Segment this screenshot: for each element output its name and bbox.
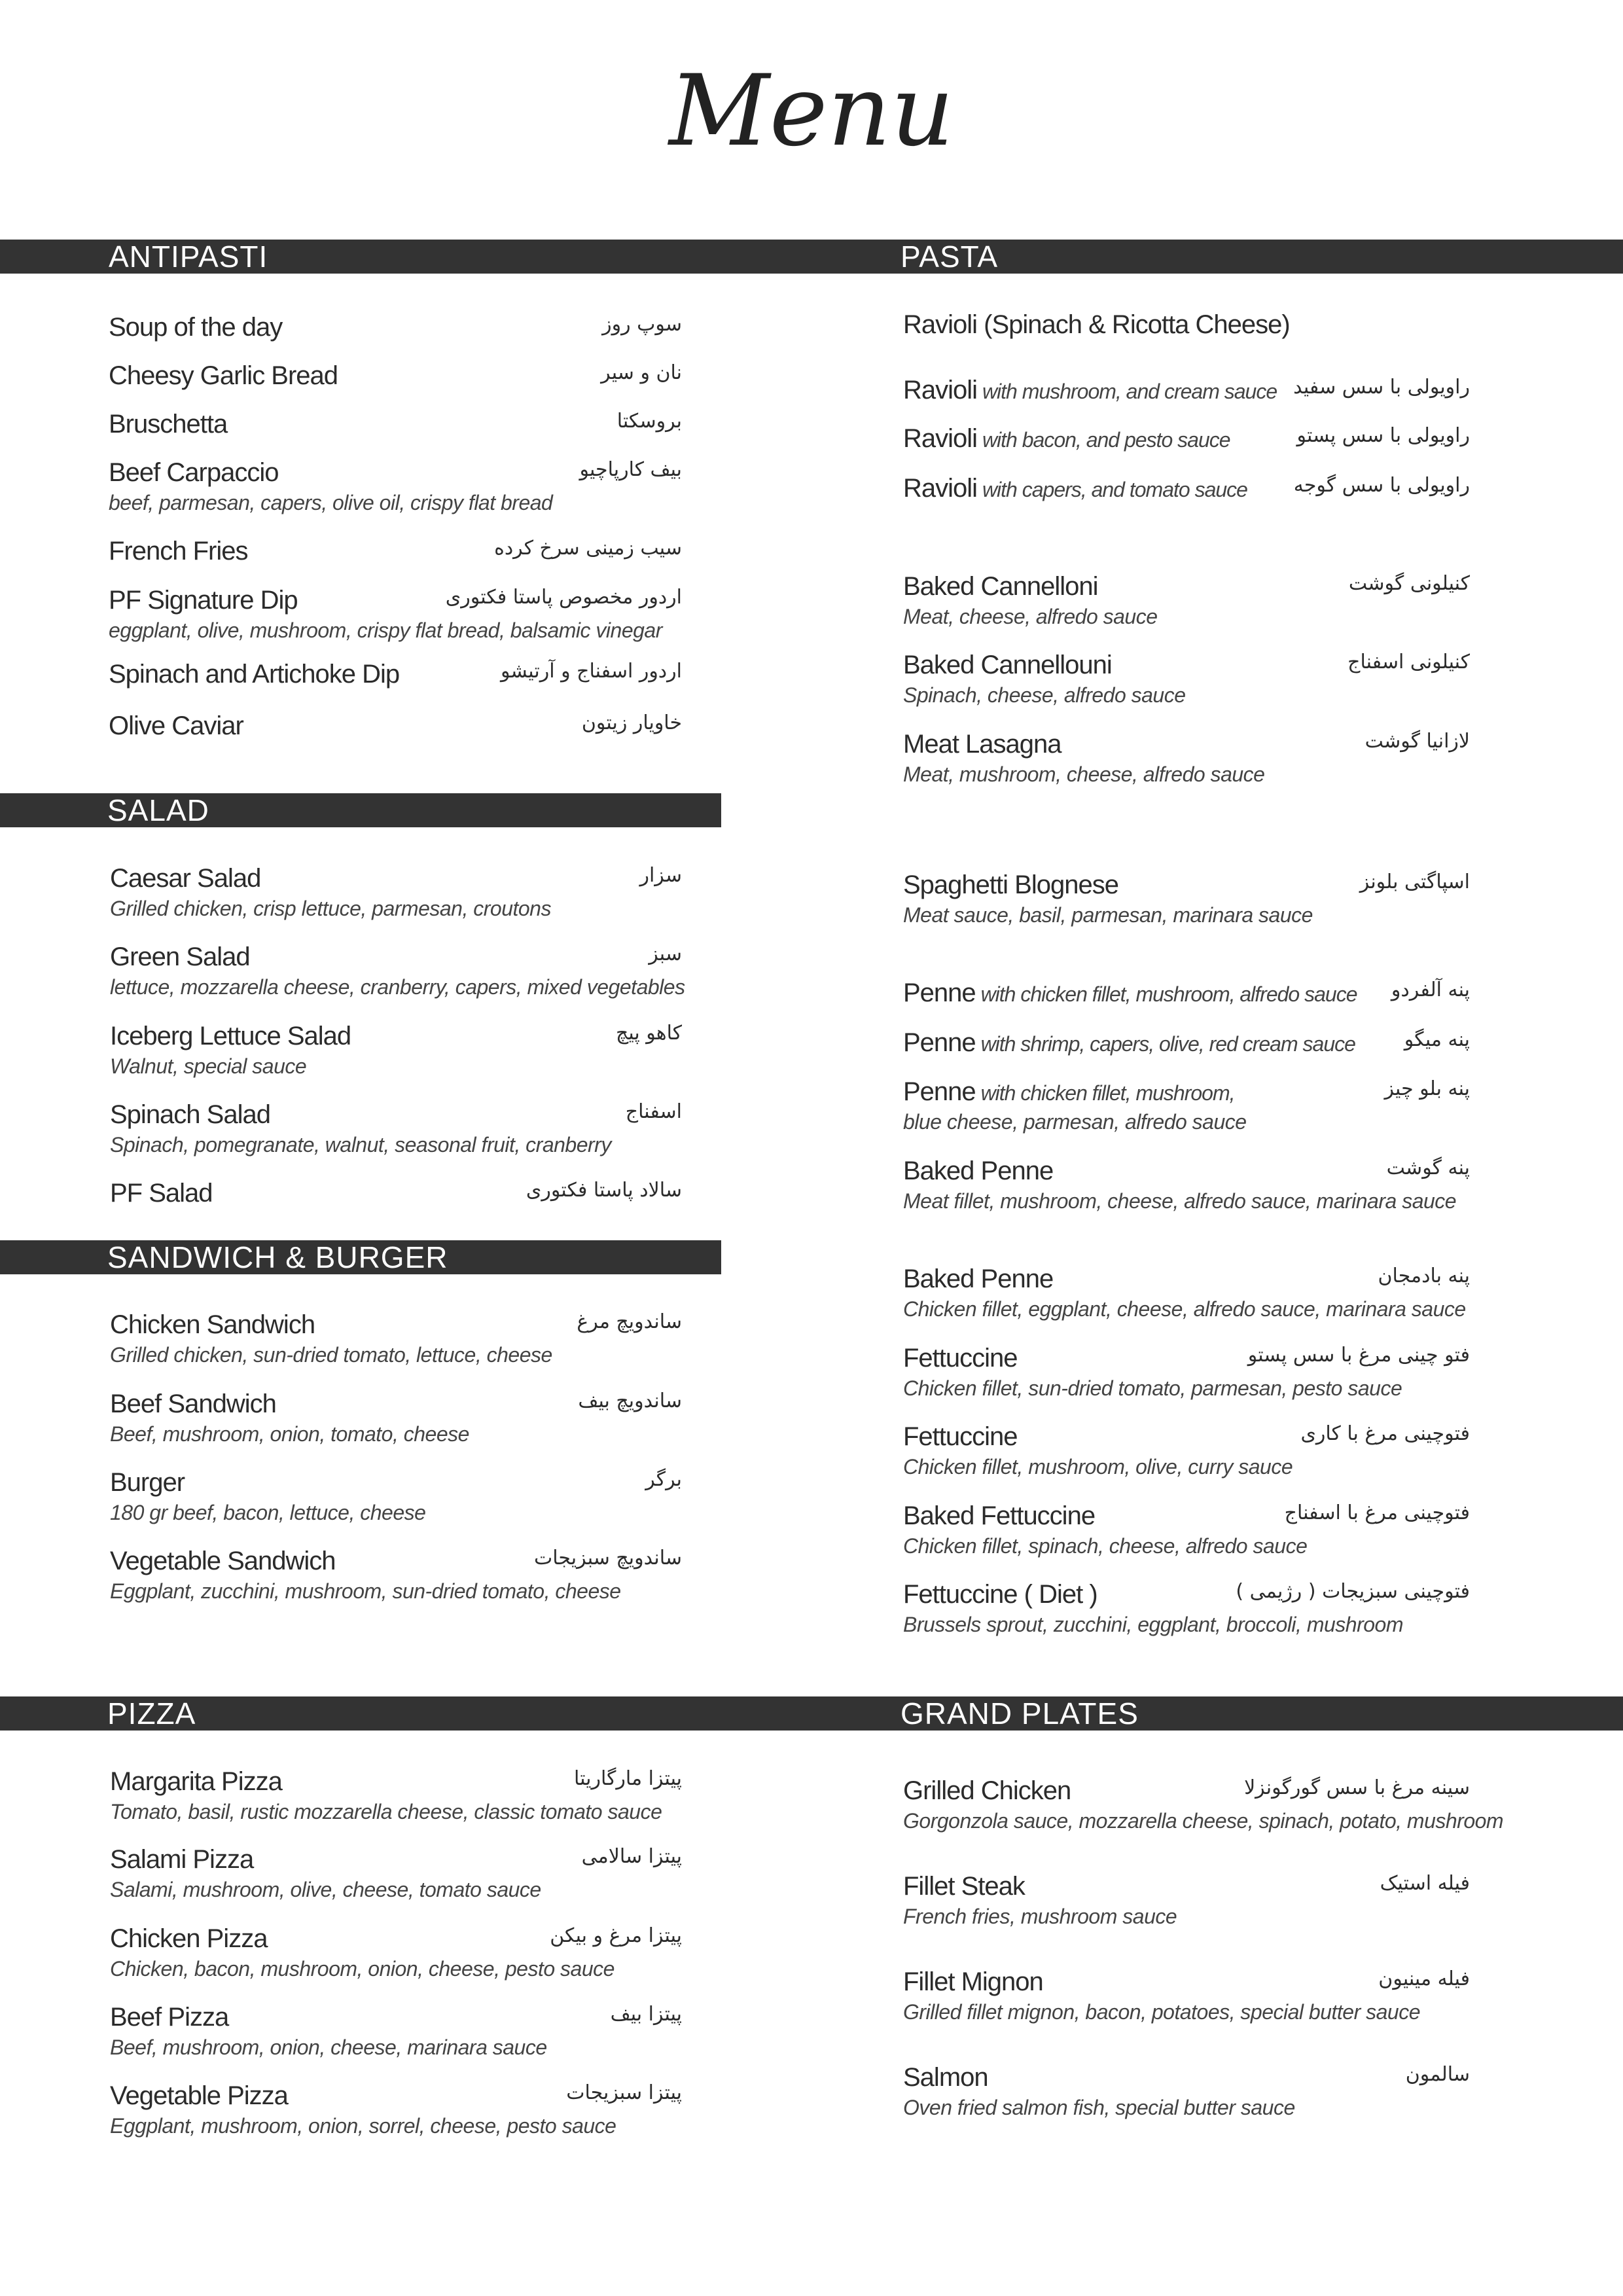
menu-item-description: Spinach, pomegranate, walnut, seasonal fruit, cranberry — [110, 1133, 611, 1157]
menu-item-persian-name: پیتزا سبزیجات — [566, 2081, 682, 2104]
menu-item-name — [109, 361, 338, 391]
menu-item-name-text: Soup of the day — [109, 313, 283, 342]
menu-item-persian-name: فتوچینی مرغ با کاری — [1300, 1422, 1470, 1445]
menu-item-persian-name: برگر — [645, 1468, 682, 1491]
menu-item-name — [109, 410, 227, 439]
menu-item-description: Beef, mushroom, onion, tomato, cheese — [110, 1422, 469, 1446]
menu-item-name-text: Salmon — [903, 2063, 988, 2092]
menu-item-persian-name: اردور مخصوص پاستا فکتوری — [445, 586, 682, 609]
menu-item-name-text: Olive Caviar — [109, 711, 243, 740]
menu-item-name-text: Spinach and Artichoke Dip — [109, 660, 400, 689]
menu-item-name-text: Baked Fettuccine — [903, 1501, 1096, 1530]
menu-item-name — [110, 1845, 253, 1874]
menu-item-description: blue cheese, parmesan, alfredo sauce — [903, 1110, 1247, 1134]
menu-item-name-text: Fillet Steak — [903, 1872, 1025, 1901]
menu-item-name-text: Burger — [110, 1468, 185, 1497]
menu-item-description: French fries, mushroom sauce — [903, 1905, 1177, 1928]
menu-item-name-text: Baked Cannellouni — [903, 651, 1112, 679]
menu-item-name-text: Spaghetti Blognese — [903, 870, 1118, 899]
menu-item-persian-name: پنه گوشت — [1386, 1157, 1470, 1179]
menu-item-persian-name: سالمون — [1405, 2063, 1470, 2086]
menu-item-persian-name: ساندویچ سبزیجات — [534, 1547, 682, 1570]
menu-item-persian-name: کنیلونی اسفناج — [1347, 651, 1470, 673]
menu-item-persian-name: پیتزا مرغ و بیکن — [550, 1924, 682, 1947]
menu-item-description: Chicken fillet, mushroom, olive, curry sauce — [903, 1455, 1293, 1479]
menu-item-name — [903, 1265, 1053, 1294]
menu-item-name-text: Vegetable Sandwich — [110, 1547, 336, 1575]
menu-item-name-text: Iceberg Lettuce Salad — [110, 1022, 351, 1050]
menu-item-description: Brussels sprout, zucchini, eggplant, broccoli, mushroom — [903, 1613, 1403, 1636]
menu-item-name — [110, 942, 250, 972]
menu-item-name-text: Baked Penne — [903, 1157, 1054, 1185]
menu-item-name-text: Penne — [903, 1028, 976, 1057]
menu-item-persian-name: پیتزا مارگاریتا — [573, 1767, 682, 1790]
menu-item-persian-name: لازانیا گوشت — [1364, 730, 1470, 753]
menu-item-persian-name: سزار — [639, 864, 682, 887]
menu-item-name-text: Ravioli — [903, 424, 978, 453]
menu-item-name-text: Bruschetta — [109, 410, 228, 439]
heading-salad: SALAD — [107, 793, 209, 827]
menu-item-persian-name: راویولی با سس گوجه — [1293, 474, 1470, 497]
menu-item-name-text: Ravioli (Spinach & Ricotta Cheese) — [903, 310, 1290, 339]
menu-item-name — [110, 1468, 185, 1498]
menu-item-description: Meat fillet, mushroom, cheese, alfredo sauce, marinara sauce — [903, 1189, 1457, 1213]
menu-item-inline-desc: with capers, and tomato sauce — [977, 478, 1247, 501]
menu-item-persian-name: اردور اسفناج و آرتیشو — [501, 660, 682, 683]
menu-item-name — [903, 730, 1061, 759]
menu-item-persian-name: راویولی با سس سفید — [1293, 376, 1470, 399]
menu-item-name — [110, 1390, 276, 1419]
heading-antipasti: ANTIPASTI — [109, 240, 268, 274]
menu-item-description: Grilled fillet mignon, bacon, potatoes, special butter sauce — [903, 2000, 1421, 2024]
menu-item-description: Walnut, special sauce — [110, 1054, 307, 1078]
menu-item-persian-name: سبز — [649, 942, 682, 965]
menu-item-description: Salami, mushroom, olive, cheese, tomato sauce — [110, 1878, 541, 1901]
menu-item-name — [110, 1100, 270, 1130]
menu-item-persian-name: بیف کارپاچیو — [579, 458, 682, 481]
menu-item-name-text: Chicken Pizza — [110, 1924, 268, 1953]
menu-item-name — [110, 864, 260, 893]
menu-item-persian-name: پنه میگو — [1404, 1028, 1470, 1051]
menu-item-name-text: Grilled Chicken — [903, 1776, 1071, 1805]
menu-item-persian-name: خاویار زیتون — [581, 711, 682, 734]
menu-item-name-text: Salami Pizza — [110, 1845, 254, 1874]
menu-item-persian-name: فیله مینیون — [1378, 1967, 1470, 1990]
menu-item-description: Meat, mushroom, cheese, alfredo sauce — [903, 762, 1265, 786]
menu-item-name-text: Baked Penne — [903, 1265, 1054, 1293]
menu-item-name-text: Cheesy Garlic Bread — [109, 361, 338, 390]
page-title: Menu — [669, 54, 954, 168]
menu-item-name-text: Fettuccine — [903, 1422, 1018, 1451]
menu-item-name — [903, 1344, 1018, 1373]
menu-item-description: Meat sauce, basil, parmesan, marinara sauce — [903, 903, 1313, 927]
menu-item-name-text: Green Salad — [110, 942, 250, 971]
menu-item-description: Beef, mushroom, onion, cheese, marinara sauce — [110, 2036, 547, 2059]
menu-item-description: Chicken, bacon, mushroom, onion, cheese, pesto sauce — [110, 1957, 615, 1981]
menu-item-description: eggplant, olive, mushroom, crispy flat bread, balsamic vinegar — [109, 619, 662, 642]
menu-item-name — [903, 1967, 1043, 1997]
menu-item-name-text: Fettuccine ( Diet ) — [903, 1580, 1097, 1609]
menu-item-inline-desc: with chicken fillet, mushroom, alfredo sauce — [975, 982, 1357, 1006]
menu-item-description: Meat, cheese, alfredo sauce — [903, 605, 1158, 628]
menu-item-persian-name: پیتزا بیف — [610, 2003, 682, 2026]
menu-item-name-text: PF Salad — [110, 1179, 213, 1208]
menu-item-description: Grilled chicken, sun-dried tomato, lettuce, cheese — [110, 1343, 552, 1367]
menu-item-name — [903, 1157, 1053, 1186]
menu-item-persian-name: پنه بادمجان — [1378, 1265, 1470, 1287]
menu-item-name-text: Fillet Mignon — [903, 1967, 1043, 1996]
menu-item-description: Tomato, basil, rustic mozzarella cheese, classic tomato sauce — [110, 1800, 662, 1823]
menu-item-name — [109, 711, 243, 741]
menu-item-name-text: Beef Carpaccio — [109, 458, 279, 487]
menu-item-name — [903, 1580, 1097, 1609]
menu-item-persian-name: اسپاگتی بلونز — [1359, 870, 1470, 893]
menu-item-name-text: French Fries — [109, 537, 248, 565]
menu-item-name — [903, 1501, 1095, 1531]
bar-pizza-grand — [0, 1696, 1623, 1731]
menu-item-persian-name: فتوچینی سبزیجات ( رژیمی ) — [1236, 1580, 1470, 1603]
menu-item-name-text: Ravioli — [903, 474, 978, 503]
menu-item-inline-desc: with mushroom, and cream sauce — [977, 380, 1277, 403]
menu-item-description: Eggplant, zucchini, mushroom, sun-dried tomato, cheese — [110, 1579, 621, 1603]
menu-item-name — [903, 2063, 988, 2092]
menu-item-description: Chicken fillet, eggplant, cheese, alfredo sauce, marinara sauce — [903, 1297, 1466, 1321]
menu-item-name — [109, 660, 399, 689]
menu-item-description: Chicken fillet, sun-dried tomato, parmesan, pesto sauce — [903, 1376, 1402, 1400]
menu-item-description: Oven fried salmon fish, special butter sauce — [903, 2096, 1295, 2119]
menu-item-persian-name: فتوچینی مرغ با اسفناج — [1284, 1501, 1470, 1524]
menu-item-persian-name: فیله استیک — [1380, 1872, 1470, 1895]
menu-item-name — [903, 1872, 1025, 1901]
menu-item-persian-name: کنیلونی گوشت — [1348, 572, 1470, 595]
menu-item-name — [110, 1767, 282, 1797]
menu-item-name — [903, 651, 1112, 680]
menu-item-persian-name: سالاد پاستا فکتوری — [526, 1179, 682, 1202]
heading-grand-plates: GRAND PLATES — [901, 1696, 1139, 1731]
menu-item-name-text: Margarita Pizza — [110, 1767, 282, 1796]
heading-pizza: PIZZA — [107, 1696, 196, 1731]
menu-item-name-text: Chicken Sandwich — [110, 1310, 315, 1339]
menu-item-name-text: Caesar Salad — [110, 864, 261, 893]
menu-item-name — [109, 586, 298, 615]
menu-item-name — [903, 376, 1277, 405]
menu-item-description: Spinach, cheese, alfredo sauce — [903, 683, 1186, 707]
menu-item-name — [903, 1422, 1018, 1452]
menu-item-name — [903, 572, 1098, 601]
menu-item-name-text: Baked Cannelloni — [903, 572, 1098, 601]
menu-item-name — [110, 1547, 336, 1576]
menu-item-name-text: Beef Sandwich — [110, 1390, 276, 1418]
menu-item-persian-name: پنه آلفردو — [1391, 978, 1470, 1001]
menu-item-name — [110, 1924, 267, 1954]
menu-item-name — [110, 2003, 228, 2032]
menu-item-description: Chicken fillet, spinach, cheese, alfredo sauce — [903, 1534, 1308, 1558]
menu-item-name — [109, 458, 278, 488]
menu-item-name — [903, 424, 1230, 454]
menu-item-name — [903, 978, 1357, 1008]
menu-item-persian-name: ساندویچ مرغ — [577, 1310, 682, 1333]
menu-item-persian-name: پیتزا سالامی — [581, 1845, 682, 1868]
menu-item-persian-name: سوپ روز — [602, 313, 682, 336]
menu-item-persian-name: ساندویچ بیف — [578, 1390, 682, 1412]
menu-item-name — [109, 313, 282, 342]
menu-item-name-text: Penne — [903, 1077, 976, 1106]
menu-item-persian-name: کاهو پیچ — [615, 1022, 682, 1045]
heading-sandwich: SANDWICH & BURGER — [107, 1240, 448, 1274]
menu-item-persian-name: اسفناج — [625, 1100, 682, 1123]
menu-item-persian-name: بروسکتا — [616, 410, 682, 433]
menu-item-name-text: Ravioli — [903, 376, 978, 404]
menu-item-name — [903, 870, 1118, 900]
menu-item-name-text: Meat Lasagna — [903, 730, 1061, 759]
menu-item-inline-desc: with bacon, and pesto sauce — [977, 428, 1230, 452]
menu-item-persian-name: سینه مرغ با سس گورگونزلا — [1244, 1776, 1470, 1799]
menu-item-description: 180 gr beef, bacon, lettuce, cheese — [110, 1501, 426, 1524]
menu-item-name — [109, 537, 248, 566]
menu-item-name — [110, 1310, 315, 1340]
menu-item-description: beef, parmesan, capers, olive oil, crispy flat bread — [109, 491, 553, 514]
menu-item-name — [110, 1179, 213, 1208]
menu-item-inline-desc: with shrimp, capers, olive, red cream sauce — [975, 1032, 1355, 1056]
menu-item-name-text: Spinach Salad — [110, 1100, 270, 1129]
menu-item-name — [110, 1022, 351, 1051]
menu-item-name — [903, 1776, 1071, 1806]
menu-item-name-text: Beef Pizza — [110, 2003, 229, 2032]
heading-pasta: PASTA — [901, 240, 998, 274]
menu-item-persian-name: پنه بلو چیز — [1384, 1077, 1470, 1100]
menu-item-inline-desc: with chicken fillet, mushroom, — [975, 1081, 1235, 1105]
menu-item-description: Grilled chicken, crisp lettuce, parmesan, croutons — [110, 897, 551, 920]
menu-item-name — [903, 310, 1290, 340]
menu-item-description: Eggplant, mushroom, onion, sorrel, cheese, pesto sauce — [110, 2114, 616, 2138]
menu-item-name-text: Penne — [903, 978, 976, 1007]
menu-item-name-text: PF Signature Dip — [109, 586, 298, 615]
menu-item-name — [903, 474, 1247, 503]
menu-item-description: lettuce, mozzarella cheese, cranberry, capers, mixed vegetables — [110, 975, 685, 999]
menu-item-name — [110, 2081, 288, 2111]
menu-item-persian-name: راویولی با سس پستو — [1296, 424, 1470, 447]
menu-item-description: Gorgonzola sauce, mozzarella cheese, spinach, potato, mushroom — [903, 1809, 1504, 1833]
menu-item-persian-name: سیب زمینی سرخ کرده — [494, 537, 682, 560]
menu-item-name — [903, 1077, 1234, 1107]
menu-item-name-text: Vegetable Pizza — [110, 2081, 288, 2110]
menu-item-persian-name: فتو چینی مرغ با سس پستو — [1247, 1344, 1470, 1367]
menu-item-name — [903, 1028, 1355, 1058]
menu-item-name-text: Fettuccine — [903, 1344, 1018, 1372]
menu-item-persian-name: نان و سیر — [601, 361, 682, 384]
